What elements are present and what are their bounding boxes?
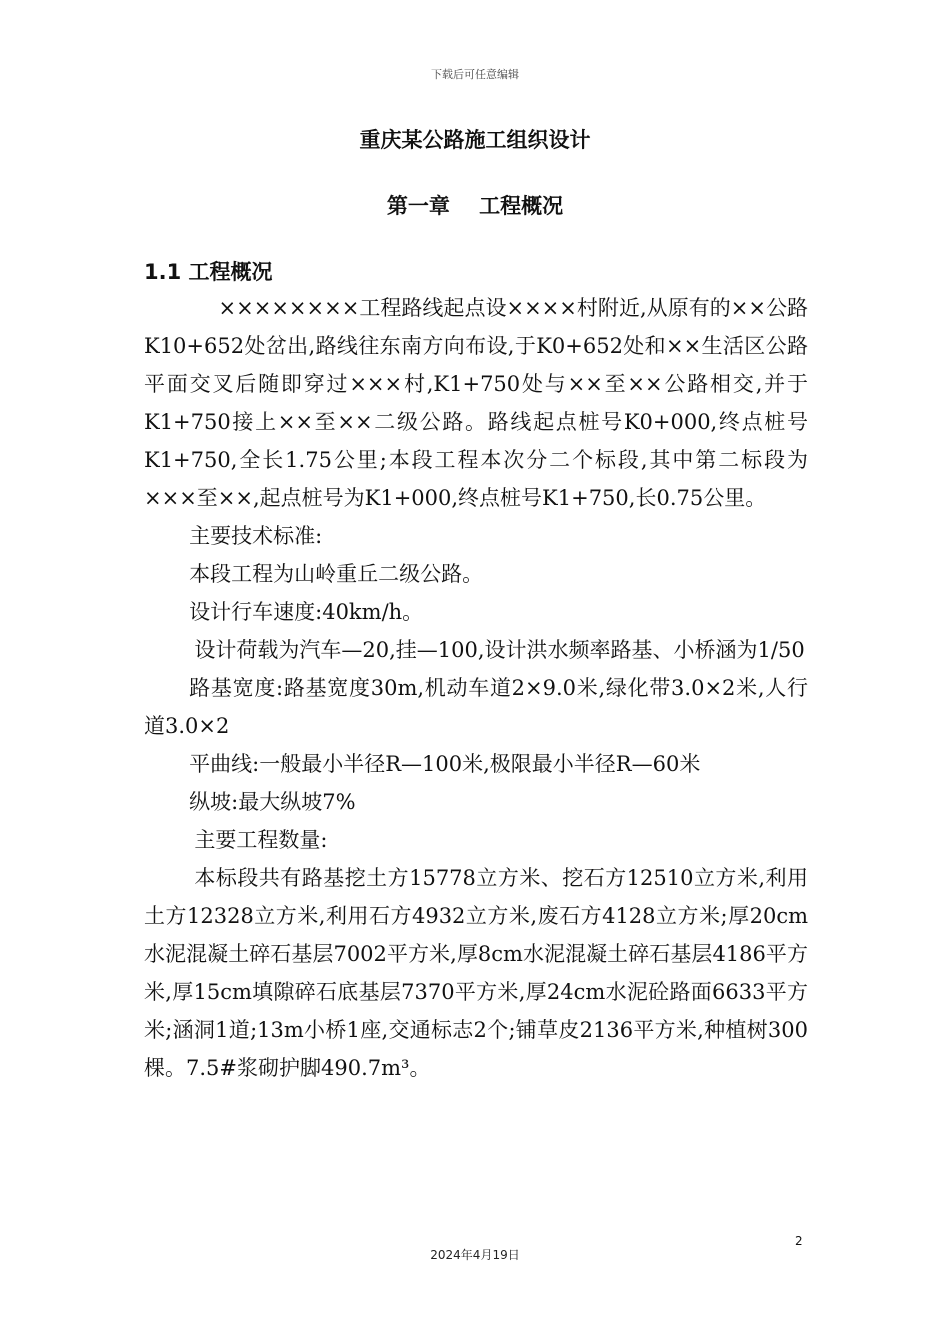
paragraph-tech-standards-heading: 主要技术标准: bbox=[189, 524, 323, 548]
body-text bbox=[144, 289, 808, 1087]
page-number: 2 bbox=[795, 1234, 803, 1248]
document-title: 重庆某公路施工组织设计 bbox=[359, 128, 591, 152]
paragraph-longitudinal-slope: 纵坡:最大纵坡7% bbox=[189, 790, 356, 814]
paragraph-road-class: 本段工程为山岭重丘二级公路。 bbox=[189, 562, 484, 586]
paragraph-design-speed: 设计行车速度:40km/h。 bbox=[189, 600, 424, 624]
paragraph-roadbed-width: 路基宽度:路基宽度30m,机动车道2×9.0米,绿化带3.0×2米,人行道3.0×2 bbox=[144, 676, 808, 738]
chapter-title: 第一章 工程概况 bbox=[386, 194, 564, 218]
paragraph-design-load: 设计荷载为汽车—20,挂—100,设计洪水频率路基、小桥涵为1/50 bbox=[194, 638, 805, 662]
page-header-note: 下载后可任意编辑 bbox=[431, 68, 519, 81]
footer-date: 2024年4月19日 bbox=[430, 1248, 520, 1262]
paragraph-horizontal-curve: 平曲线:一般最小半径R—100米,极限最小半径R—60米 bbox=[189, 752, 701, 776]
paragraph-route-description: ××××××××工程路线起点设××××村附近,从原有的××公路K10+652处岔出,路线往东南方向布设,于K0+652处和××生活区公路平面交叉后随即穿过×××村,K1+750处与××至××公路相交,并于K1+750接上××至××二级公路。路线起点桩号K0+000,终点桩号K1+750,全长1.75公里;本段工程本次分二个标段,其中第二标段为×××至××,起点桩号为K1+000,终点桩号K1+750,长0.75公里。 bbox=[144, 296, 808, 510]
section-heading: 1.1 工程概况 bbox=[144, 260, 273, 284]
paragraph-quantities: 本标段共有路基挖土方15778立方米、挖石方12510立方米,利用土方12328立方米,利用石方4932立方米,废石方4128立方米;厚20cm水泥混凝土碎石基层7002平方米,厚8cm水泥混凝土碎石基层4186平方米,厚15cm填隙碎石底基层7370平方米,厚24cm水泥砼路面6633平方米;涵洞1道;13m小桥1座,交通标志2个;铺草皮2136平方米,种植树300棵。7.5#浆砌护脚490.7m³。 bbox=[144, 866, 808, 1080]
paragraph-quantities-heading: 主要工程数量: bbox=[194, 828, 328, 852]
